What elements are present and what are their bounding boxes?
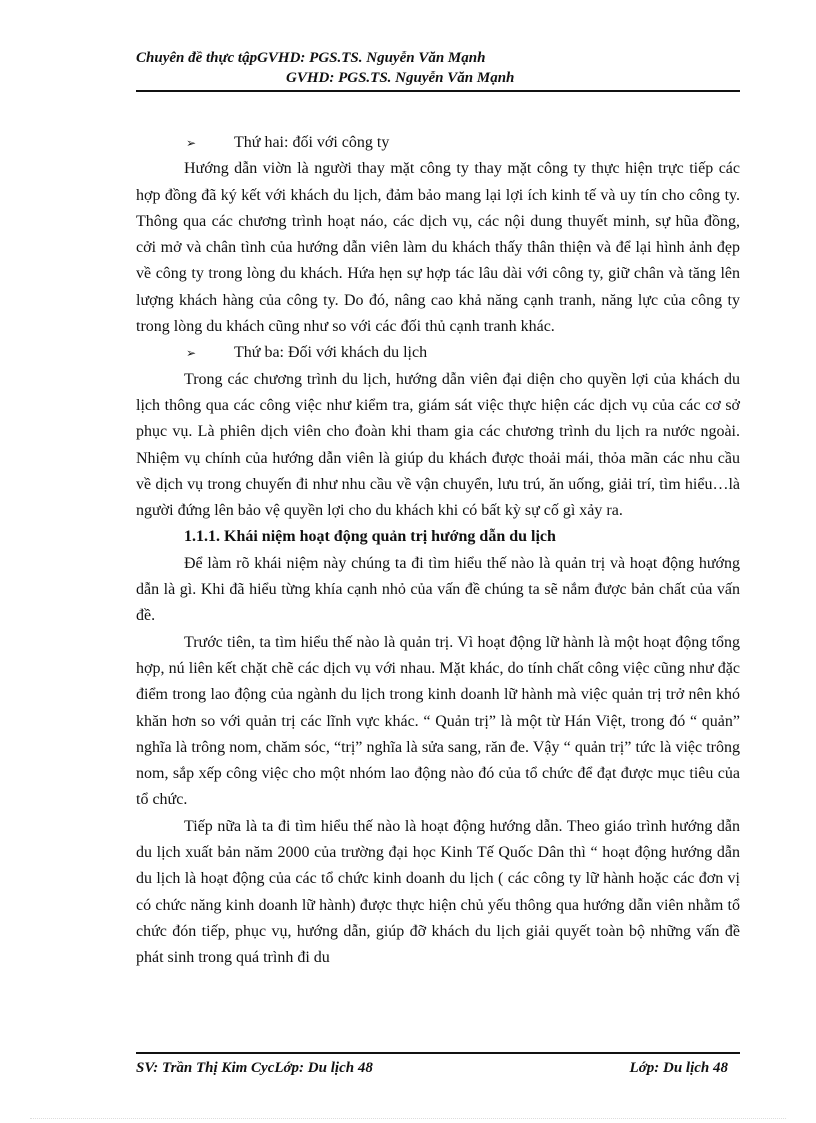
footer-right: Lớp: Du lịch 48 bbox=[629, 1060, 728, 1076]
bullet-text: Thứ ba: Đối với khách du lịch bbox=[234, 344, 428, 362]
section-heading: 1.1.1. Khái niệm hoạt động quản trị hướng dẫn du lịch bbox=[184, 528, 556, 546]
header-line-1: Chuyên đề thực tậpGVHD: PGS.TS. Nguyễn Văn Mạnh bbox=[136, 50, 486, 66]
bullet-item bbox=[136, 130, 740, 156]
footer-left: SV: Trần Thị Kim CycLớp: Du lịch 48 bbox=[136, 1060, 373, 1076]
page-footer bbox=[136, 1058, 740, 1078]
header-line-2: GVHD: PGS.TS. Nguyễn Văn Mạnh bbox=[286, 70, 515, 86]
paragraph: Hướng dẫn viờn là người thay mặt công ty thay mặt công ty thực hiện trực tiếp các hợp đồng đã ký kết với khách du lịch, đảm bảo mang lại lợi ích kinh tế và uy tín cho công ty. Thông qua các chương trình hoạt náo, các dịch vụ, các nội dung thuyết minh, sự hũa đồng, cởi mở và chân tình của hướng dẫn viên làm du khách thấy thân thiện và để lại hình ảnh đẹp về công ty trong lòng du khách. Hứa hẹn sự hợp tác lâu dài với công ty, giữ chân và tăng lên lượng khách hàng của công ty. Do đó, nâng cao khả năng cạnh tranh, năng lực của công ty trong lòng du khách cũng như so với các đối thủ cạnh tranh khác. bbox=[136, 160, 740, 336]
footer-rule bbox=[136, 1052, 740, 1054]
arrow-bullet-icon: ➢ bbox=[186, 346, 197, 361]
page-edge-dots bbox=[30, 1118, 786, 1119]
paragraph: Trong các chương trình du lịch, hướng dẫn viên đại diện cho quyền lợi của khách du lịch thông qua các công việc như kiểm tra, giám sát việc thực hiện các dịch vụ của các cơ sở phục vụ. Là phiên dịch viên cho đoàn khi tham gia các chương trình du lịch ra nước ngoài. Nhiệm vụ chính của hướng dẫn viên là giúp du khách được thoải mái, thỏa mãn các nhu cầu về dịch vụ trong chuyến đi như nhu cầu về vận chuyển, lưu trú, ăn uống, giải trí, tìm hiểu…là người đứng lên bảo vệ quyền lợi cho du khách khi có bất kỳ sự cố gì xảy ra. bbox=[136, 370, 740, 520]
document-body bbox=[136, 130, 740, 972]
bullet-item bbox=[136, 340, 740, 366]
header-rule bbox=[136, 90, 740, 92]
paragraph: Tiếp nữa là ta đi tìm hiểu thế nào là hoạt động hướng dẫn. Theo giáo trình hướng dẫn du lịch xuất bản năm 2000 của trường đại học Kinh Tế Quốc Dân thì “ hoạt động hướng dẫn du lịch là hoạt động của các tổ chức kinh doanh du lịch ( các công ty lữ hành hoặc các đơn vị có chức năng kinh doanh lữ hành) được thực hiện chủ yếu thông qua hướng dẫn viên nhằm tổ chức đón tiếp, phục vụ, hướng dẫn, giúp đỡ khách du lịch giải quyết toàn bộ những vấn đề phát sinh trong quá trình đi du bbox=[136, 817, 740, 967]
arrow-bullet-icon: ➢ bbox=[186, 136, 197, 150]
page-header bbox=[136, 48, 740, 88]
paragraph: Trước tiên, ta tìm hiểu thế nào là quản trị. Vì hoạt động lữ hành là một hoạt động tổng hợp, nú liên kết chặt chẽ các dịch vụ với nhau. Mặt khác, do tính chất công việc cũng như đặc điểm trong lao động của ngành du lịch trong kinh doanh lữ hành mà việc quản trị trở nên khó khăn hơn so với quản trị các lĩnh vực khác. “ Quản trị” là một từ Hán Việt, trong đó “ quản” nghĩa là trông nom, chăm sóc, “trị” nghĩa là sửa sang, răn đe. Vậy “ quản trị” tức là việc trông nom, sắp xếp công việc cho một nhóm lao động nào đó của tổ chức để đạt được mục tiêu của tổ chức. bbox=[136, 633, 740, 809]
paragraph: Để làm rõ khái niệm này chúng ta đi tìm hiểu thế nào là quản trị và hoạt động hướng dẫn là gì. Khi đã hiểu từng khía cạnh nhỏ của vấn đề chúng ta sẽ nắm được bản chất của vấn đề. bbox=[136, 554, 740, 625]
bullet-text: Thứ hai: đối với công ty bbox=[234, 134, 390, 151]
